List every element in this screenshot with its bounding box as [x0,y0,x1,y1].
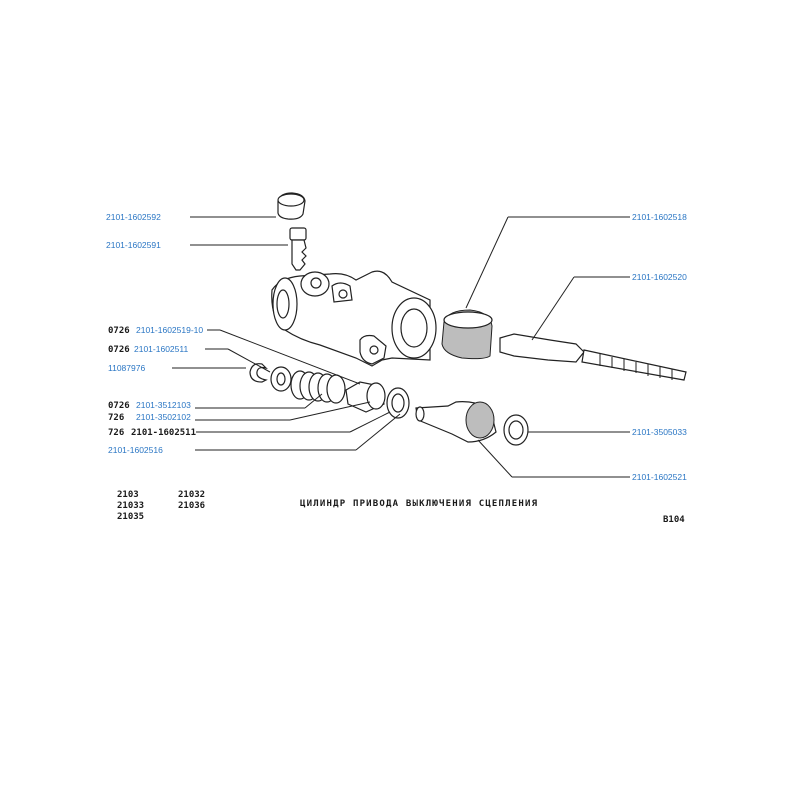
callout-piston-seal-label: 2101-3505033 [632,427,687,437]
cylinder-body [272,271,436,366]
callout-pusher-boot-label: 2101-1602518 [632,212,687,222]
model-21032: 21032 [178,490,206,500]
bleeder-valve [290,228,306,270]
model-21033: 21033 [117,501,145,511]
model-21035: 21035 [117,512,145,522]
callout-body-label: 2101-1602519-10 [136,325,204,335]
callout-seal-prefix: 726 [108,428,125,438]
pusher-rod-part [500,334,686,380]
piston-seal-part [504,415,528,445]
callout-cup-prefix: 726 [108,413,125,423]
piston-part [416,402,496,442]
spring-seat-part [346,382,385,412]
page-code: B104 [663,515,685,525]
model-2103: 2103 [117,490,139,500]
spring-part [291,371,345,403]
callout-seal-label: 2101-1602511 [131,428,197,438]
cylinder-cap [278,193,305,219]
ring-part [387,388,409,418]
callout-bleeder-label: 2101-1602591 [106,240,161,250]
callout-pusher-rod-label: 2101-1602520 [632,272,687,282]
callout-spring-prefix: 0726 [108,401,130,411]
callout-cap-label: 2101-1602592 [106,212,161,222]
callout-cup-label: 2101-3502102 [136,412,191,422]
callout-spring-label: 2101-3512103 [136,400,191,410]
callout-ring-label: 2101-1602516 [108,445,163,455]
callout-snap-ring-label: 11087976 [108,363,146,373]
callout-spring-seat-prefix: 0726 [108,345,130,355]
callout-piston-label: 2101-1602521 [632,472,687,482]
callout-body-prefix: 0726 [108,326,130,336]
pusher-boot-part [442,310,492,359]
washer-part [271,367,291,391]
snap-ring-part [250,364,266,382]
model-21036: 21036 [178,501,206,511]
diagram-title: ЦИЛИНДР ПРИВОДА ВЫКЛЮЧЕНИЯ СЦЕПЛЕНИЯ [300,499,539,509]
callout-spring-seat-label: 2101-1602511 [134,344,189,354]
